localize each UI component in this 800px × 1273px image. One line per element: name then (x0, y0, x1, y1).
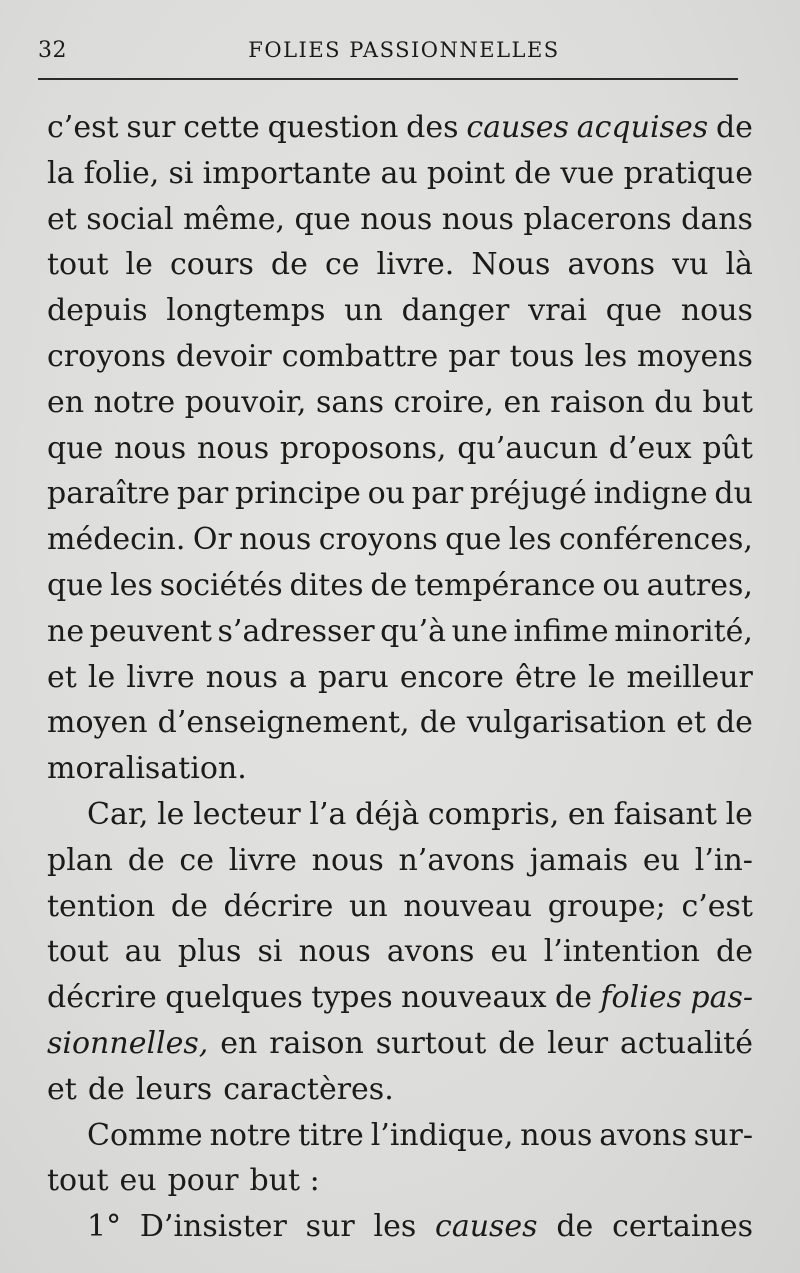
word: la (47, 155, 75, 191)
word: cours (169, 247, 254, 283)
word: de (556, 1209, 594, 1245)
word: pour (167, 1163, 239, 1199)
word: leur (547, 1025, 609, 1061)
word: avons (567, 247, 656, 283)
text-line (47, 1067, 753, 1113)
word: depuis (47, 293, 148, 329)
word: par (411, 476, 464, 512)
word: folies (600, 980, 682, 1016)
header-rule (38, 78, 738, 80)
word: le (87, 659, 116, 695)
word: que (605, 293, 663, 329)
word: s’adresser (217, 613, 375, 649)
word: que (47, 430, 104, 466)
word: indigne (593, 476, 708, 512)
word: de (715, 705, 753, 741)
word: but : (249, 1163, 320, 1199)
word: avons (599, 1117, 687, 1153)
word: les (373, 1209, 417, 1245)
text-line (47, 426, 753, 472)
word: proposons, (279, 430, 447, 466)
word: devoir (175, 338, 272, 374)
word: plan (47, 842, 114, 878)
word: par (448, 338, 500, 374)
word: en (220, 1025, 258, 1061)
word: causes (435, 1209, 538, 1245)
word: nouveaux (401, 980, 547, 1016)
text-line (47, 700, 753, 746)
word: et (47, 1071, 77, 1107)
word: ce (179, 842, 214, 878)
word: qu’à (380, 613, 447, 649)
word: paraître (47, 476, 171, 512)
word: moyens (637, 338, 753, 374)
word: encore (399, 659, 504, 695)
word: livre (126, 659, 195, 695)
text-line (47, 609, 753, 655)
word: Car, (87, 796, 149, 832)
word: tout (47, 1163, 109, 1199)
word: nous (196, 430, 270, 466)
word: et (47, 659, 77, 695)
word: moyen (47, 705, 148, 741)
word: l’indique, (370, 1117, 514, 1153)
word: et (47, 201, 77, 237)
word: un (344, 293, 383, 329)
word: nous (114, 430, 187, 466)
word: livre (228, 842, 297, 878)
text-line (47, 1204, 753, 1250)
word: vulgarisation (466, 705, 666, 741)
word: tempérance (414, 567, 596, 603)
word: croyons (47, 338, 166, 374)
word: point (426, 155, 506, 191)
word: du (714, 476, 753, 512)
word: c’est (47, 110, 119, 145)
word: sur- (693, 1117, 753, 1153)
text-line (47, 792, 753, 838)
word: au (380, 155, 418, 191)
word: d’eux (608, 430, 692, 466)
word: tous (509, 338, 575, 374)
word: tout (47, 934, 109, 970)
word: jamais (529, 842, 629, 878)
word: Or (192, 522, 232, 558)
word: nouveau (403, 888, 533, 924)
word: infime (513, 613, 609, 649)
word: qu’aucun (457, 430, 598, 466)
word: question (267, 110, 399, 145)
word: de (270, 247, 308, 283)
text-line (47, 1113, 753, 1159)
text-line (47, 884, 753, 930)
word: sans (316, 384, 384, 420)
word: dites (289, 567, 364, 603)
word: de (419, 705, 457, 741)
word: de (370, 567, 408, 603)
word: les (584, 338, 628, 374)
word: ou (602, 567, 640, 603)
word: l’intention (543, 934, 700, 970)
word: pratique (623, 155, 753, 191)
text-line (47, 517, 753, 563)
word: c’est (681, 888, 753, 924)
word: vu (672, 247, 709, 283)
word: le (725, 796, 753, 832)
text-line (47, 471, 753, 517)
text-line (47, 197, 753, 243)
word: là (725, 247, 753, 283)
word: les (110, 567, 153, 603)
word: D’insister (139, 1209, 287, 1245)
word: décrire (47, 980, 157, 1016)
word: raison (269, 1025, 364, 1061)
word: sur (305, 1209, 355, 1245)
word: peuvent (89, 613, 212, 649)
word: meilleur (626, 659, 753, 695)
running-title: FOLIES PASSIONNELLES (248, 38, 560, 62)
word: importante (202, 155, 372, 191)
word: si (168, 155, 194, 191)
word: raison (550, 384, 645, 420)
word: principe (235, 476, 361, 512)
text-line (47, 655, 753, 701)
word: un (349, 888, 388, 924)
word: médecin. (47, 522, 186, 558)
word: de (498, 1025, 536, 1061)
word: décrire (223, 888, 334, 924)
text-line (47, 563, 753, 609)
word: nous (360, 201, 433, 237)
word: nous (239, 522, 312, 558)
word: en (47, 384, 85, 420)
word: groupe; (547, 888, 666, 924)
text-line (47, 1158, 753, 1204)
word: par (176, 476, 229, 512)
word: nous (298, 934, 371, 970)
word: croire, (393, 384, 494, 420)
word: caractères. (223, 1071, 394, 1107)
word: de (715, 110, 753, 145)
word: vue (560, 155, 615, 191)
text-line (47, 105, 753, 151)
word: pût (702, 430, 753, 466)
word: compris, (427, 796, 560, 832)
text-line (47, 975, 753, 1021)
word: pouvoir, (184, 384, 307, 420)
word: causes (466, 110, 569, 145)
word: nous (311, 842, 384, 878)
word: que (445, 522, 502, 558)
word: nous (680, 293, 753, 329)
word: le (588, 659, 616, 695)
word: de (716, 934, 753, 970)
word: de (555, 980, 592, 1016)
word: a (288, 659, 307, 695)
word: placerons (523, 201, 672, 237)
word: même, (183, 201, 286, 237)
word: nous (520, 1117, 593, 1153)
word: que (294, 201, 351, 237)
word: préjugé (469, 476, 587, 512)
word: Comme (87, 1117, 203, 1153)
word: livre. (376, 247, 455, 283)
body-text (47, 105, 753, 1250)
word: être (514, 659, 577, 695)
page-number: 32 (38, 38, 67, 63)
text-line (47, 1021, 753, 1067)
word: de (87, 1071, 125, 1107)
word: tout (47, 247, 109, 283)
word: notre (209, 1117, 292, 1153)
word: paru (317, 659, 389, 695)
word: sur (126, 110, 176, 145)
word: d’enseignement, (157, 705, 410, 741)
word: 1° (87, 1209, 122, 1245)
word: surtout (375, 1025, 487, 1061)
word: ne (47, 613, 85, 649)
word: cette (183, 110, 260, 145)
word: quelques (165, 980, 303, 1016)
word: sionnelles, (47, 1025, 209, 1061)
word: croyons (318, 522, 438, 558)
text-line (47, 151, 753, 197)
word: combattre (281, 338, 439, 374)
text-line (47, 380, 753, 426)
text-line (47, 242, 753, 288)
text-line (47, 838, 753, 884)
word: but (702, 384, 753, 420)
word: au (124, 934, 162, 970)
word: en (567, 796, 605, 832)
word: que (47, 567, 104, 603)
word: moralisation. (47, 751, 247, 787)
word: folie, (83, 155, 160, 191)
word: notre (93, 384, 176, 420)
word: longtemps (166, 293, 326, 329)
word: des (406, 110, 459, 145)
word: social (86, 201, 174, 237)
word: déjà (355, 796, 420, 832)
text-line (47, 929, 753, 975)
word: l’in- (694, 842, 753, 878)
text-line (47, 746, 753, 792)
word: eu (490, 934, 528, 970)
text-line (47, 288, 753, 334)
word: une (451, 613, 508, 649)
word: nous (441, 201, 514, 237)
word: leurs (135, 1071, 213, 1107)
word: du (654, 384, 693, 420)
word: pas- (690, 980, 753, 1016)
word: acquises (576, 110, 709, 145)
word: minorité, (614, 613, 753, 649)
word: lecteur (193, 796, 301, 832)
word: vrai (528, 293, 587, 329)
word: de (170, 888, 208, 924)
word: les (508, 522, 552, 558)
word: ou (367, 476, 406, 512)
word: certaines (612, 1209, 753, 1245)
word: nous (205, 659, 278, 695)
word: Nous (471, 247, 551, 283)
word: de (127, 842, 165, 878)
page-header (38, 36, 750, 66)
word: en (503, 384, 541, 420)
word: danger (401, 293, 510, 329)
word: sociétés (159, 567, 283, 603)
word: n’avons (398, 842, 515, 878)
word: ce (324, 247, 360, 283)
word: types (311, 980, 393, 1016)
word: tention (47, 888, 156, 924)
word: avons (386, 934, 475, 970)
word: le (125, 247, 153, 283)
word: actualité (620, 1025, 753, 1061)
word: eu (119, 1163, 157, 1199)
word: eu (642, 842, 680, 878)
word: faisant (613, 796, 717, 832)
word: l’a (309, 796, 347, 832)
word: le (157, 796, 185, 832)
word: de (514, 155, 552, 191)
word: conférences, (558, 522, 753, 558)
word: et (676, 705, 706, 741)
word: si (257, 934, 283, 970)
word: autres, (646, 567, 753, 603)
word: plus (177, 934, 242, 970)
word: dans (681, 201, 753, 237)
word: titre (298, 1117, 364, 1153)
text-line (47, 334, 753, 380)
